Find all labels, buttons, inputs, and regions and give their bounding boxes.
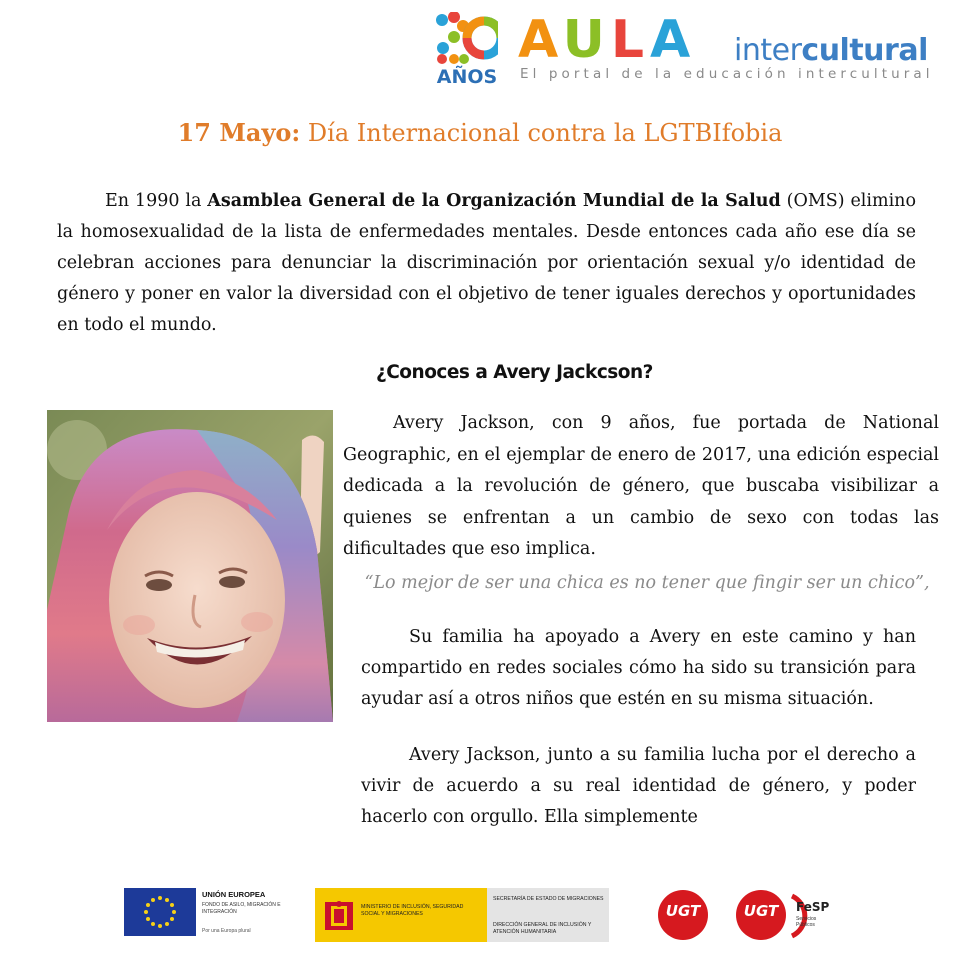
aula-wordmark [518,10,696,70]
cultural-word: cultural [801,33,928,68]
ministry-name: MINISTERIO DE INCLUSIÓN, SEGURIDAD SOCIAL Y MIGRACIONES [361,904,464,917]
aula-letter-a1: A [518,10,563,70]
aula-letter-l: L [610,10,651,70]
spanish-government-logo [315,888,609,942]
paragraph-family-support: Su familia ha apoyado a Avery en este camino y han compartido en redes sociales cómo ha sido su transición para ayudar así a otros niños que estén en su misma situación. [361,627,916,709]
aula-letter-u: U [562,10,611,70]
paragraph-identity-rights: Avery Jackson, junto a su familia lucha por el derecho a vivir de acuerdo a su real identidad de género, y poder hacerlo con orgullo. Ella simplemente [361,745,916,827]
sponsor-logos [0,880,960,950]
intro-rest: (OMS) elimino la homosexualidad de la lista de enfermedades mentales. Desde entonces cada año ese día se celebran acciones para denunciar la discriminación por orientación sexual y/o identidad de género y poner en valor la diversidad con el objetivo de tener iguales derechos y oportunidades en todo el mundo. [57,191,916,335]
fesp-sub-label: Servicios Públicos [796,916,817,928]
fesp-label: FeSP [796,900,830,914]
anniv-years-label: AÑOS [436,66,498,88]
intro-bold-entity: Asamblea General de la Organización Mundial de la Salud [207,191,781,211]
eu-fund-name: FONDO DE ASILO, MIGRACIÓN E INTEGRACIÓN [202,902,281,915]
twenty-digits-graphic [434,12,498,64]
ugt-fesp-logo [736,890,836,942]
spain-coat-of-arms-icon [321,898,357,934]
page-title [0,118,960,147]
eu-title: UNIÓN EUROPEA [202,890,266,899]
direccion-name: DIRECCIÓN GENERAL DE INCLUSIÓN Y ATENCIÓN HUMANITARIA [493,922,592,935]
brand-tagline: El portal de la educación intercultural [520,66,934,82]
eu-flag-icon [124,888,196,936]
ugt-label: UGT [665,902,701,920]
paragraph-national-geographic: Avery Jackson, con 9 años, fue portada de National Geographic, en el ejemplar de enero de 2017, una edición especial dedicada a la revolución de género, que buscaba visibilizar a quienes se enfrentan a un cambio de sexo con todas las dificultades que eso implica. [343,413,939,559]
ugt-logo [658,890,710,942]
ugt-fesp-label: UGT [743,902,779,920]
avery-jackson-photo [47,410,333,722]
eu-motto: Por una Europa plural [202,928,251,934]
title-text: Día Internacional contra la LGTBIfobia [300,119,783,147]
aula-letter-a2: A [650,10,697,70]
intercultural-wordmark [734,34,928,68]
european-union-logo [124,888,289,942]
intro-paragraph [57,186,916,341]
fesp-mark [786,892,836,940]
title-date: 17 Mayo: [177,118,301,147]
avery-quote: “Lo mejor de ser una chica es no tener que fingir ser un chico”, [364,573,930,593]
secretaria-name: SECRETARÍA DE ESTADO DE MIGRACIONES [493,896,604,902]
intro-lead: En 1990 la [105,191,208,211]
inter-word: inter [734,33,802,68]
twenty-years-badge [432,12,500,88]
aula-intercultural-logo [432,10,947,90]
section-question-heading: ¿Conoces a Avery Jackcson? [376,362,653,383]
